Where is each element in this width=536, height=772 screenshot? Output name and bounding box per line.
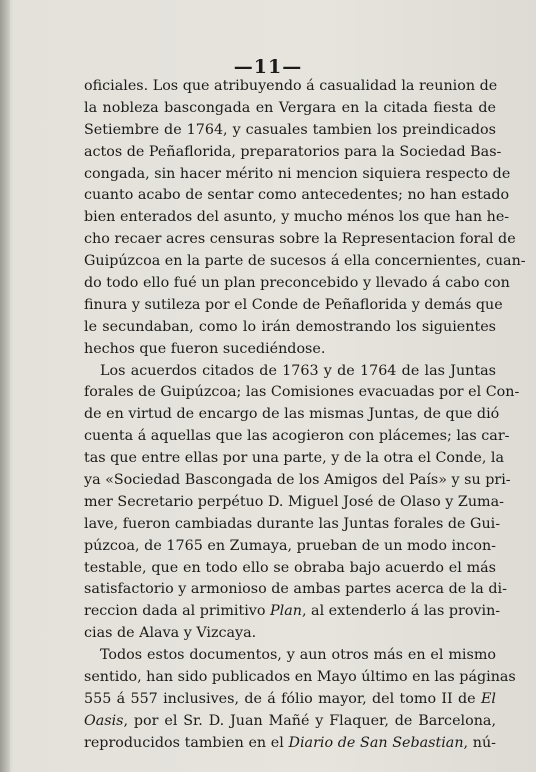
text-line: cuenta á aquellas que las acogieron con plácemes; las car- (84, 428, 510, 445)
text-line: tas que entre ellas por una parte, y de la otra el Conde, la (84, 450, 505, 467)
text-line: satisfactorio y armonioso de ambas partes acerca de la di- (84, 581, 507, 598)
text-segment: por el Sr. D. Juan Mañé y Flaquer, de Barcelona, (133, 712, 496, 729)
text-line: do todo ello fué un plan preconcebido y llevado á cabo con (84, 275, 510, 292)
text-line: hechos que fueron sucediéndose. (84, 340, 326, 357)
text-line: cias de Alava y Vizcaya. (84, 625, 257, 642)
text-segment: , al extenderlo á las provin- (301, 603, 501, 620)
text-line: de en virtud de encargo de las mismas Juntas, de que dió (84, 406, 500, 423)
page-spine-shadow (0, 0, 10, 772)
text-line (84, 601, 501, 623)
text-line: bien enterados del asunto, y mucho ménos los que han he- (84, 209, 510, 226)
page-number: —11— (233, 56, 303, 78)
text-segment: reproducidos tambien en el (84, 734, 289, 751)
italic-plan: Plan (270, 603, 302, 620)
text-line: oficiales. Los que atribuyendo á casualidad la reunion de (84, 78, 498, 94)
text-line: finura y sutileza por el Conde de Peñaflorida y demás que (84, 296, 503, 313)
text-line: congada, sin hacer mérito ni mencion siquiera respecto de (84, 165, 511, 182)
text-line: púzcoa, de 1765 en Zumaya, prueban de un modo incon- (84, 537, 496, 554)
text-line: cho recaer acres censuras sobre la Representacion foral de (84, 231, 516, 248)
text-line: la nobleza bascongada en Vergara en la citada fiesta de (84, 99, 496, 116)
text-line: Los acuerdos citados de 1763 y de 1764 de las Juntas (100, 362, 496, 379)
italic-diario: Diario de San Sebastian (288, 734, 464, 751)
text-line: lave, fueron cambiadas durante las Juntas forales de Gui- (84, 515, 501, 532)
text-line: Guipúzcoa en la parte de sucesos á ella concernientes, cuan- (84, 253, 526, 270)
text-line (84, 689, 496, 711)
text-line: ya «Sociedad Bascongada de los Amigos del País» y su pri- (84, 472, 511, 489)
text-line: Setiembre de 1764, y casuales tambien los preindicados (84, 121, 496, 138)
text-line: Todos estos documentos, y aun otros más en el mismo (100, 647, 496, 664)
text-line (84, 711, 496, 733)
text-line: actos de Peñaflorida, preparatorios para la Sociedad Bas- (84, 143, 502, 160)
text-line: le secundaban, como lo irán demostrando los siguientes (84, 318, 496, 335)
italic-el: El (480, 690, 496, 707)
text-line (84, 733, 496, 755)
text-line: mer Secretario perpétuo D. Miguel José de Olaso y Zuma- (84, 493, 504, 510)
text-segment: , (123, 712, 134, 729)
text-segment: 555 á 557 inclusives, de á fólio mayor, del tomo II de (84, 690, 481, 707)
italic-oasis: Oasis (84, 712, 124, 729)
text-line: cuanto acabo de sentar como antecedentes; no han estado (84, 187, 510, 204)
text-segment: , nú- (463, 734, 497, 751)
text-segment: reccion dada al primitivo (84, 603, 271, 620)
text-line: sentido, han sido publicados en Mayo último en las páginas (84, 669, 516, 686)
text-line: testable, que en todo ello se obraba bajo acuerdo el más (84, 559, 496, 576)
text-line: forales de Guipúzcoa; las Comisiones evacuadas por el Con- (84, 384, 520, 401)
body-text (84, 76, 526, 755)
